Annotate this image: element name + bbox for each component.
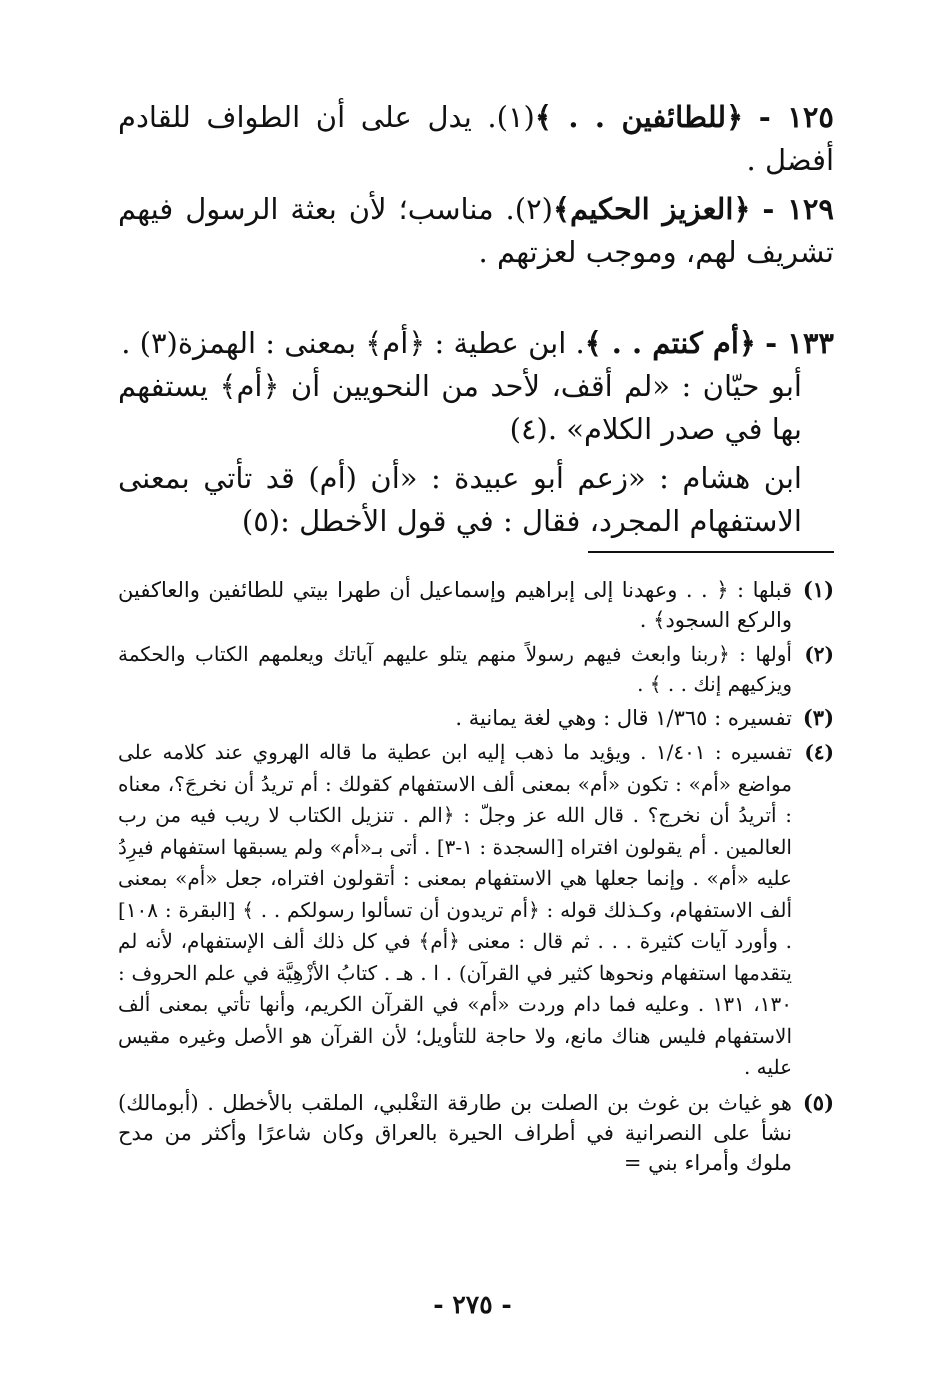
footnote-number: (٣) (802, 705, 834, 730)
footnote-number: (٢) (804, 642, 834, 666)
page-number: - ٢٧٥ - (433, 1290, 512, 1319)
footnote-text: تفسيره : ١/٣٦٥ قال : وهي لغة يمانية . (455, 706, 792, 730)
quran-quote: ﴿للطائفين . . ﴾ (534, 100, 744, 134)
entry-text: . ابن عطية : ﴿أم﴾ بمعنى : الهمزة(٣) . (121, 326, 585, 360)
entry-number: ١٣٣ - (765, 326, 834, 360)
entry-133-head (118, 322, 834, 365)
footnote-4 (118, 737, 834, 1084)
footnote-5 (118, 1088, 834, 1178)
footnote-2 (118, 639, 834, 699)
entry-text: (١). يدل على أن الطواف للقادم أفضل . (118, 100, 834, 177)
footnote-separator (588, 551, 834, 553)
footnotes (118, 575, 834, 1182)
entry-number: ١٢٩ - (762, 192, 834, 226)
footnote-text: قبلها : ﴿ . . وعهدنا إلى إبراهيم وإسماعيل أن طهرا بيتي للطائفين والعاكفين والركع السجود﴾ . (118, 578, 792, 632)
footnote-text: أولها : ﴿ربنا وابعث فيهم رسولاً منهم يتلو عليهم آياتك ويعلمهم الكتاب والحكمة ويزكيهم إنك . . ﴾ . (118, 642, 792, 696)
entry-text: (٢). مناسب؛ لأن بعثة الرسول فيهم تشريف لهم، وموجب لعزتهم . (118, 192, 834, 269)
footnote-text: هو غياث بن غوث بن الصلت بن طارقة التغْلبي، الملقب بالأخطل . (أبومالك) نشأ على النصرانية في أطراف الحيرة بالعراق وكان شاعرًا وأكثر من مدح ملوك وأمراء بني = (118, 1090, 792, 1175)
entry-133 (118, 322, 834, 543)
quran-quote: ﴿العزيز الحكيم﴾ (553, 192, 751, 226)
quran-quote: ﴿أم كنتم . . ﴾ (584, 326, 756, 360)
footnote-1 (118, 575, 834, 635)
abu-hayyan-paragraph: أبو حيّان : «لم أقف، لأحد من النحويين أن ﴿أم﴾ يستفهم بها في صدر الكلام» .(٤) (118, 369, 802, 446)
footnote-number: (١) (802, 577, 834, 602)
footnote-number: (٤) (804, 740, 834, 764)
footnote-text: تفسيره : ١/٤٠١ . ويؤيد ما ذهب إليه ابن عطية ما قاله الهروي عند كلامه على مواضع «أم» : تكون «أم» بمعنى ألف الاستفهام كقولك : أم تريدُ أن نخرجَ؟، معناه : أتريدُ أن نخرج؟ . قال الله عز وجلّ : ﴿الم . تنزيل الكتاب لا ريب فيه من رب العالمين . أم يقولون افتراه [السجدة : ١-٣] . أتى بـ«أم» ولم يسبقها استفهام فيرِدُ عليه «أم» . وإنما جعلها هي الاستفهام بمعنى : أتقولون افتراه، جعل «أم» بمعنى ألف الاستفهام، وكـذلك قوله : ﴿أم تريدون أن تسألوا رسولكم . . ﴾ [البقرة : ١٠٨] . وأورد آيات كثيرة . . . ثم قال : معنى ﴿أم﴾ في كل ذلك ألف الإستفهام، لأنه لم يتقدمها استفهام ونحوها كثير في القرآن) . ا . هـ . كتابُ الأزْهِيَّة في علم الحروف : ١٣٠، ١٣١ . وعليه فما دام وردت «أم» في القرآن الكريم، وأنها تأتي بمعنى ألف الاستفهام فليس هناك مانع، ولا حاجة للتأويل؛ لأن القرآن هو الأصل وغيره مقيس عليه . (118, 740, 792, 1079)
entry-number: ١٢٥ - (758, 100, 834, 134)
footnote-3 (118, 703, 834, 733)
entry-125 (118, 96, 834, 182)
entry-129 (118, 188, 834, 274)
ibn-hisham-paragraph: ابن هشام : «زعم أبو عبيدة : «أن (أم) قد تأتي بمعنى الاستفهام المجرد، فقال : في قول الأخطل :(٥) (118, 461, 802, 538)
footnote-number: (٥) (802, 1089, 834, 1115)
